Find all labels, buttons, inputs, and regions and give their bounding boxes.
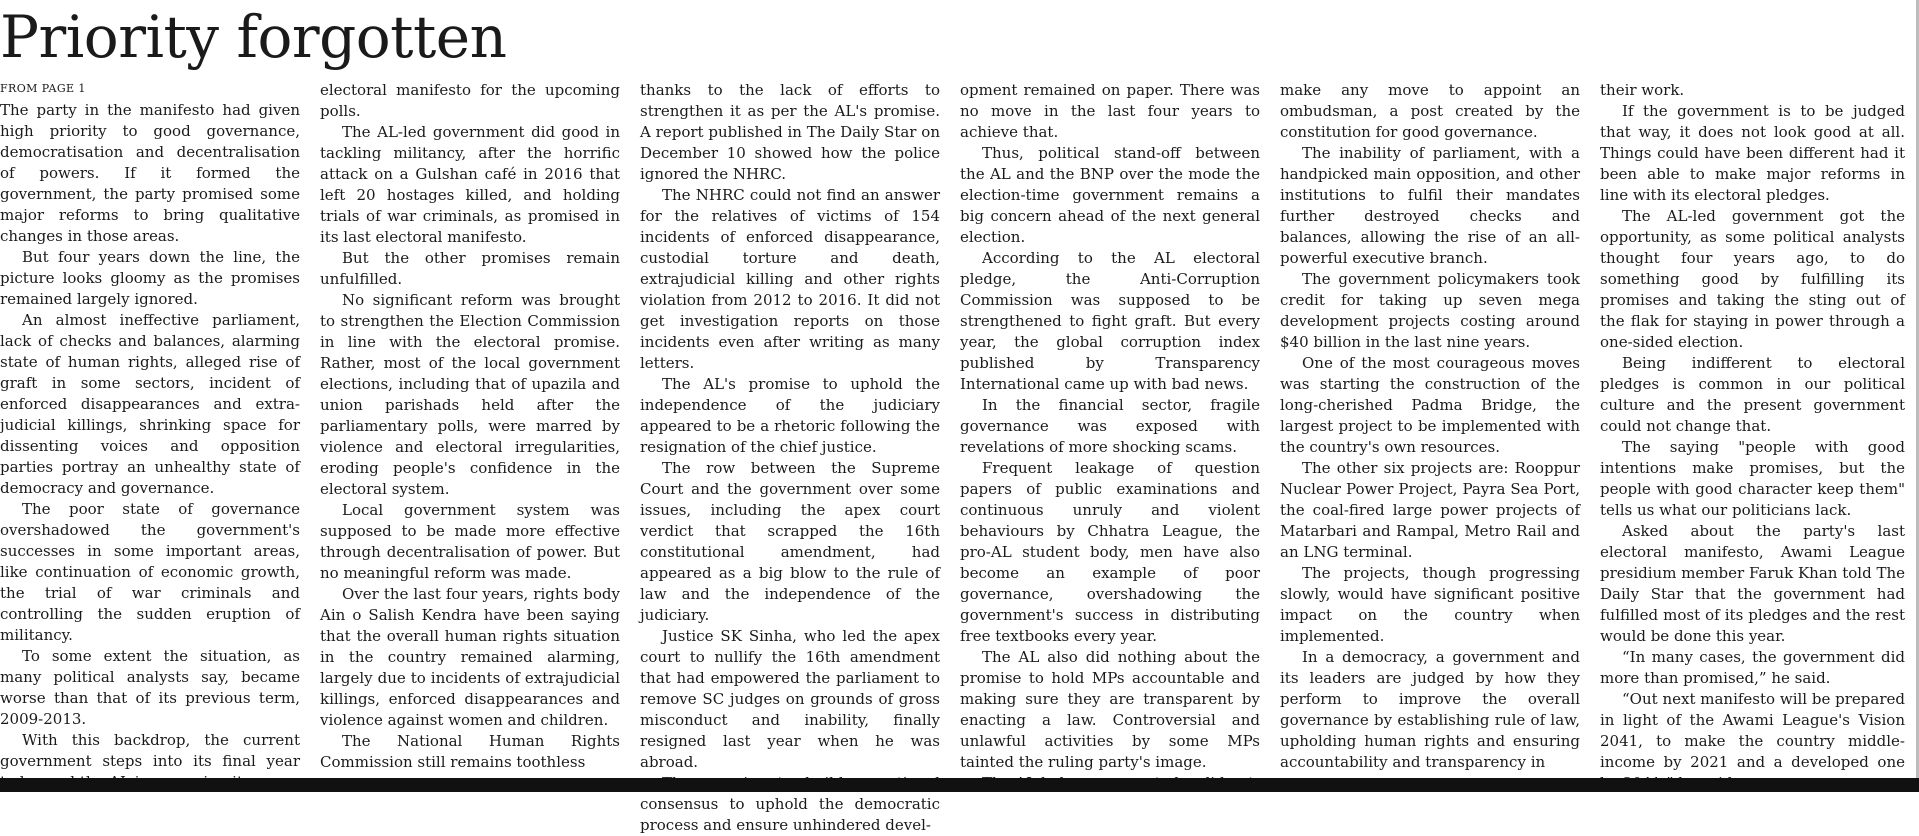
paragraph: Frequent leakage of question papers of public examinations and continuous unruly and violent behaviours by Chhatra League, the pro-AL student body, men have also become an example of poor governance, overshadowing the government's success in distributing free textbooks every year.	[960, 459, 1260, 645]
paragraph: opment remained on paper. There was no move in the last four years to achieve that.	[960, 81, 1260, 141]
paragraph: The party in the manifesto had given high priority to good governance, democratisation and decentralisation of powers. If it formed the government, the party promised some major reforms to bring qualitative changes in those areas.	[0, 101, 300, 245]
paragraph: “In many cases, the government did more than promised,” he said.	[1600, 648, 1905, 687]
paragraph: The government policymakers took credit for taking up seven mega development projects costing around $40 billion in the last nine years.	[1280, 270, 1580, 351]
paragraph: “Out next manifesto will be prepared in light of the Awami League's Vision 2041, to make the country middle-income by 2021 and a developed one	[1600, 690, 1905, 771]
paragraph: The projects, though progressing slowly, would have significant positive impact on the country when implemented.	[1280, 564, 1580, 645]
paragraph: Over the last four years, rights body Ain o Salish Kendra have been saying that the overall human rights situation in the country remained alarming, largely due to incidents of extrajudicial killings, enforced disappearances and violence against women and children.	[320, 585, 620, 729]
paragraph: No significant reform was brought to strengthen the Election Commission in line with the electoral promise. Rather, most of the local government elections, including that of upazila and union parishads held after the parliamentary polls, were marred by violence and electoral irregularities, eroding people's confidence in the electoral system.	[320, 291, 620, 498]
paragraph: The National Human Rights Commission still remains toothless	[320, 732, 620, 771]
paragraph: But the other promises remain unfulfilled.	[320, 249, 620, 288]
paragraph: The other six projects are: Rooppur Nuclear Power Project, Payra Sea Port, the coal-fired large power projects of Matarbari and Rampal, Metro Rail and an LNG terminal.	[1280, 459, 1580, 561]
paragraph: their work.	[1600, 81, 1685, 99]
article-body	[0, 80, 1905, 834]
paragraph: Asked about the party's last electoral manifesto, Awami League presidium member Faruk Khan told The Daily Star that the government had fulfilled most of its pledges and the rest would be done this year.	[1600, 522, 1905, 645]
paragraph: To some extent the situation, as many political analysts say, became worse than that of its previous term, 2009-2013.	[0, 647, 300, 728]
column-6	[1600, 80, 1905, 778]
paragraph: The row between the Supreme Court and the government over some issues, including the apex court verdict that scrapped the 16th constitutional amendment, had appeared as a big blow to the rule of law and the independence of the judiciary.	[640, 459, 940, 624]
paragraph: electoral manifesto for the upcoming polls.	[320, 81, 620, 120]
paragraph: If the government is to be judged that way, it does not look good at all. Things could have been different had it been able to make major reforms in line with its electoral pledges.	[1600, 102, 1905, 204]
column-3	[640, 80, 940, 834]
paragraph: One of the most courageous moves was starting the construction of the long-cherished Padma Bridge, the largest project to be implemented with the country's own resources.	[1280, 354, 1580, 456]
paragraph: In the financial sector, fragile governance was exposed with revelations of more shocking scams.	[960, 396, 1260, 456]
column-1	[0, 80, 300, 778]
paragraph: Being indifferent to electoral pledges is common in our political culture and the present government could not change that.	[1600, 354, 1905, 435]
paragraph: The inability of parliament, with a handpicked main opposition, and other institutions to fulfil their mandates further destroyed checks and balances, allowing the rise of an all-powerful executive branch.	[1280, 144, 1580, 267]
paragraph: Thus, political stand-off between the AL and the BNP over the mode the election-time government remains a big concern ahead of the next general election.	[960, 144, 1260, 246]
paragraph: An almost ineffective parliament, lack of checks and balances, alarming state of human rights, alleged rise of graft in some sectors, incident of enforced disappearances and extra-judicial killings, shrinking space for dissenting voices and opposition parties portray an unhealthy state of democracy and governance.	[0, 311, 300, 497]
paragraph: The NHRC could not find an answer for the relatives of victims of 154 incidents of enforced disappearance, custodial torture and death, extrajudicial killing and other rights violation from 2012 to 2016. It did not get investigation reports on those incidents even after writing as many letters.	[640, 186, 940, 372]
paragraph: Local government system was supposed to be made more effective through decentralisation of power. But no meaningful reform was made.	[320, 501, 620, 582]
paragraph: But four years down the line, the picture looks gloomy as the promises remained largely ignored.	[0, 248, 300, 308]
paragraph: The saying "people with good intentions make promises, but the people with good character keep them" tells us what our politicians lack.	[1600, 438, 1905, 519]
paragraph: The AL's promise to uphold the independence of the judiciary appeared to be a rhetoric following the resignation of the chief justice.	[640, 375, 940, 456]
paragraph: The poor state of governance overshadowed the government's successes in some important areas, like continuation of economic growth, the trial of war criminals and controlling the sudden eruption of militancy.	[0, 500, 300, 644]
bottom-border	[0, 778, 1919, 792]
paragraph: With this backdrop, the current government steps into its final year	[0, 731, 300, 770]
paragraph: thanks to the lack of efforts to strengthen it as per the AL's promise. A report published in The Daily Star on December 10 showed how the police ignored the NHRC.	[640, 81, 940, 183]
column-2	[320, 80, 620, 778]
paragraph: According to the AL electoral pledge, the Anti-Corruption Commission was supposed to be strengthened to fight graft. But every year, the global corruption index published by Transparency International came up with bad news.	[960, 249, 1260, 393]
headline: Priority forgotten	[0, 3, 507, 71]
paragraph: The AL also did nothing about the promise to hold MPs accountable and making sure they are transparent by enacting a law. Controversial and unlawful activities by some MPs tainted the ruling party's image.	[960, 648, 1260, 771]
paragraph: consensus to uphold the democratic process and ensure unhindered devel-	[640, 795, 940, 834]
continuation-kicker: FROM PAGE 1	[0, 82, 86, 95]
paragraph: In a democracy, a government and its leaders are judged by how they perform to improve the overall governance by establishing rule of law, upholding human rights and ensuring accountability and transparency in	[1280, 648, 1580, 771]
paragraph: make any move to appoint an ombudsman, a post created by the constitution for good governance.	[1280, 81, 1580, 141]
column-5	[1280, 80, 1580, 778]
paragraph: Justice SK Sinha, who led the apex court to nullify the 16th amendment that had empowered the parliament to remove SC judges on grounds of gross misconduct and inability, finally resigned last year when he was abroad.	[640, 627, 940, 771]
paragraph: The AL-led government did good in tackling militancy, after the horrific attack on a Gulshan café in 2016 that left 20 hostages killed, and holding trials of war criminals, as promised in its last electoral manifesto.	[320, 123, 620, 246]
paragraph: The AL-led government got the opportunity, as some political analysts thought four years ago, to do something good by fulfilling its promises and taking the sting out of the flak for staying in power through a one-sided election.	[1600, 207, 1905, 351]
column-4	[960, 80, 1260, 778]
